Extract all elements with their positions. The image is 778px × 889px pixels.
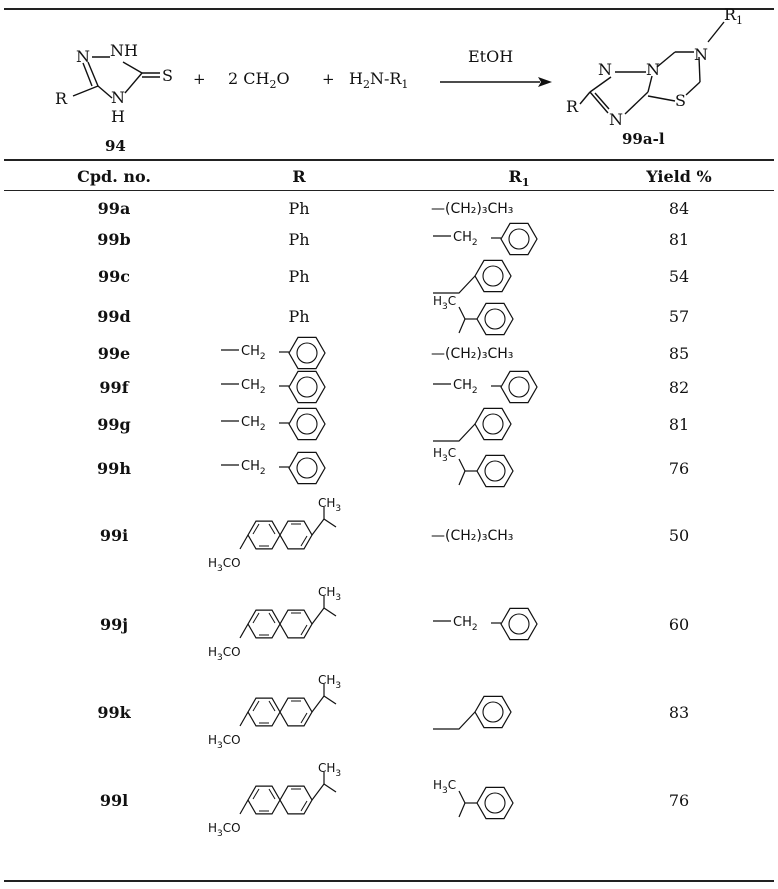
svg-text:CH3: $CH_3$ [318, 673, 342, 691]
yield-value: 82 [668, 377, 690, 397]
plus-sign-1: + [193, 70, 206, 88]
table-row [4, 256, 774, 296]
r-substituent [199, 668, 399, 756]
table-row [4, 580, 774, 668]
compound-id: 99b [97, 229, 131, 249]
yield-value: 76 [668, 458, 690, 478]
r-naphthyl-structure [204, 584, 394, 664]
r1-benzyl-structure [431, 604, 591, 644]
svg-text:CH2: $CH_2$ [241, 378, 266, 396]
r1-phenylethyl-structure [431, 777, 561, 823]
svg-text:CH3: $CH_3$ [318, 496, 342, 514]
r-substituent [199, 370, 399, 404]
svg-text:H3CO: $H_3CO$ [208, 821, 241, 839]
compound-id: 99f [99, 377, 129, 397]
compound-id: 99j [99, 614, 129, 634]
r1-phenethyl-structure [431, 403, 561, 445]
r-benzyl-structure [219, 367, 379, 407]
svg-text:CH2: $CH_2$ [241, 459, 266, 477]
table-row [4, 194, 774, 222]
r1-butyl-structure [431, 195, 581, 221]
header-rule [4, 190, 774, 191]
svg-text:—(CH₂)₃CH₃: —(CH₂)₃CH₃ [431, 346, 514, 362]
svg-text:H3C: $H_3C$ [433, 446, 457, 464]
r-substituent [199, 490, 399, 580]
r-substituent [199, 296, 399, 336]
table-row [4, 756, 774, 844]
yield-value: 60 [668, 614, 690, 634]
product-label: 99a-l [622, 130, 665, 148]
r1-butyl-structure [431, 340, 581, 366]
r1-phenethyl-structure [431, 255, 561, 297]
compound-id: 99d [97, 306, 131, 326]
r-substituent-text: Ph [288, 229, 310, 249]
yield-value: 81 [668, 229, 690, 249]
reaction-arrow-head [538, 77, 552, 87]
svg-text:H3CO: $H_3CO$ [208, 556, 241, 574]
r1-phenethyl-structure [431, 691, 561, 733]
svg-text:CH2: $CH_2$ [241, 415, 266, 433]
table-row [4, 668, 774, 756]
reactant-nh-atom: NH [110, 41, 138, 60]
r-naphthyl-structure [204, 495, 394, 575]
reactant-h-lower-atom: H [111, 107, 125, 126]
svg-text:CH2: $CH_2$ [453, 615, 478, 633]
reagent-label: EtOH [468, 47, 514, 66]
svg-text:CH2: $CH_2$ [241, 344, 266, 362]
compound-id: 99c [97, 266, 130, 286]
header-r: R [292, 167, 306, 186]
compound-id: 99i [99, 525, 129, 545]
r-naphthyl-structure [204, 760, 394, 840]
header-r1-letter: R [508, 167, 522, 186]
yield-value: 54 [668, 266, 690, 286]
table-row [4, 222, 774, 256]
product-n-atom-3: N [609, 110, 623, 129]
header-cpd-no: Cpd. no. [77, 167, 151, 186]
r1-phenylethyl-structure [431, 293, 561, 339]
r1-butyl-structure [431, 522, 581, 548]
r1-benzyl-structure [431, 219, 591, 259]
svg-text:H3C: $H_3C$ [433, 294, 457, 312]
svg-text:CH2: $CH_2$ [453, 378, 478, 396]
r-substituent [199, 222, 399, 256]
compound-id: 99e [97, 343, 131, 363]
reactant-label: 94 [105, 137, 126, 155]
svg-text:CH3: $CH_3$ [318, 585, 342, 603]
yield-value: 85 [668, 343, 690, 363]
r-benzyl-structure [219, 448, 379, 488]
product-n-atom-4: N [694, 45, 708, 64]
compound-id: 99k [97, 702, 131, 722]
yield-value: 83 [668, 702, 690, 722]
reactant-s-atom: S [162, 66, 173, 85]
svg-text:H3C: $H_3C$ [433, 778, 457, 796]
yield-value: 76 [668, 790, 690, 810]
r1-phenylethyl-structure [431, 445, 561, 491]
yield-value: 57 [668, 306, 690, 326]
compound-id: 99a [97, 198, 131, 218]
product-r1-atom: $R_1$ [724, 5, 744, 27]
r-substituent [199, 444, 399, 492]
svg-text:—(CH₂)₃CH₃: —(CH₂)₃CH₃ [431, 528, 514, 544]
reactant-n-lower-atom: N [111, 88, 125, 107]
r-substituent [199, 194, 399, 222]
svg-text:H3CO: $H_3CO$ [208, 733, 241, 751]
formaldehyde: 2 $CH_2O$ [228, 69, 290, 91]
r-substituent-text: Ph [288, 266, 310, 286]
r-substituent [199, 580, 399, 668]
scheme-separator-rule [4, 159, 774, 161]
compound-id: 99h [97, 458, 131, 478]
reaction-scheme [0, 0, 778, 158]
product-n-atom-2: N [646, 60, 660, 79]
r-substituent-text: Ph [288, 198, 310, 218]
yield-value: 84 [668, 198, 690, 218]
header-r1 [419, 167, 619, 189]
table-row [4, 336, 774, 370]
r-substituent [199, 336, 399, 370]
table-row [4, 404, 774, 444]
r-substituent [199, 756, 399, 844]
r-benzyl-structure [219, 404, 379, 444]
yield-value: 81 [668, 414, 690, 434]
r-naphthyl-structure [204, 672, 394, 752]
svg-text:CH2: $CH_2$ [453, 230, 478, 248]
bottom-rule [4, 880, 774, 882]
r1-benzyl-structure [431, 367, 591, 407]
svg-text:H3CO: $H_3CO$ [208, 645, 241, 663]
yield-value: 50 [668, 525, 690, 545]
product-r-atom: R [566, 97, 579, 116]
r-substituent [199, 256, 399, 296]
compound-id: 99l [99, 790, 129, 810]
product-n-atom-1: N [598, 60, 612, 79]
r-substituent [199, 404, 399, 444]
table-row [4, 444, 774, 492]
table-row [4, 296, 774, 336]
r-substituent-text: Ph [288, 306, 310, 326]
header-r1-subscript: 1 [521, 176, 530, 190]
compound-id: 99g [97, 414, 131, 434]
amine-reagent: $H_2N-R_1$ [349, 69, 409, 91]
table-row [4, 370, 774, 404]
plus-sign-2: + [322, 70, 335, 88]
svg-text:CH3: $CH_3$ [318, 761, 342, 779]
svg-text:—(CH₂)₃CH₃: —(CH₂)₃CH₃ [431, 201, 514, 217]
reactant-r-atom: R [55, 89, 68, 108]
product-s-atom: S [675, 91, 686, 110]
header-yield: Yield % [646, 167, 712, 186]
reactant-n-atom: N [76, 47, 90, 66]
table-row [4, 490, 774, 580]
